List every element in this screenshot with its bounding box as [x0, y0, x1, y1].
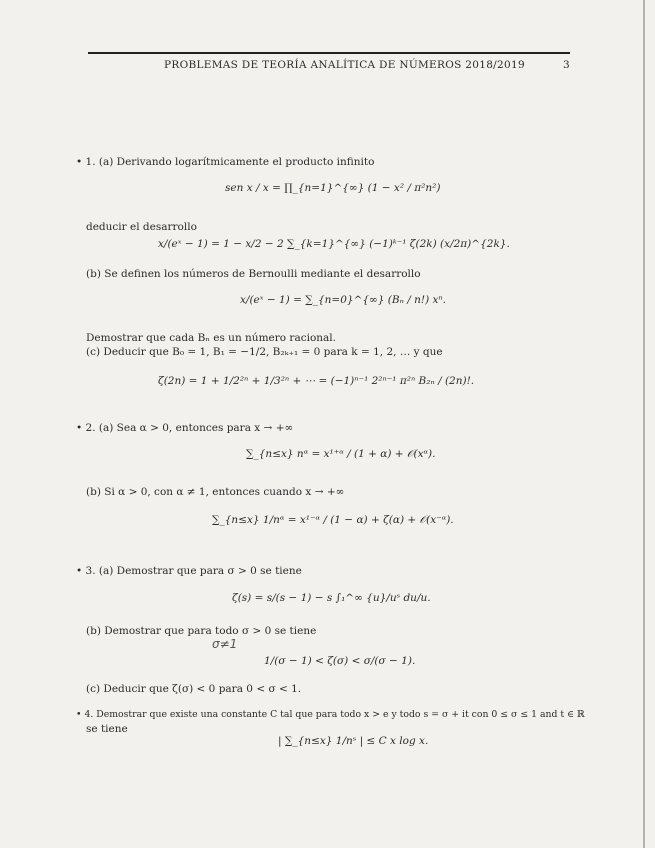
- equation-zeta-integral: ζ(s) = s/(s − 1) − s ∫₁^∞ {u}/uˢ du/u.: [232, 592, 431, 604]
- problem-2b-text: (b) Si α > 0, con α ≠ 1, entonces cuando x → +∞: [86, 486, 345, 498]
- equation-reciprocal-power-sum: ∑_{n≤x} 1/nᵅ = x¹⁻ᵅ / (1 − α) + ζ(α) + 𝒪(x⁻ᵅ).: [212, 514, 454, 526]
- scan-edge: [643, 0, 645, 848]
- page-header: [88, 52, 570, 71]
- handwritten-annotation: σ≠1: [212, 637, 238, 651]
- problem-1b-text: (b) Se definen los números de Bernoulli mediante el desarrollo: [86, 268, 421, 280]
- problem-3-intro: • 3. (a) Demostrar que para σ > 0 se tiene: [76, 565, 302, 577]
- problem-3c-text: (c) Deducir que ζ(σ) < 0 para 0 < σ < 1.: [86, 683, 302, 695]
- equation-series-expansion: x/(eˣ − 1) = 1 − x/2 − 2 ∑_{k=1}^{∞} (−1)ᵏ⁻¹ ζ(2k) (x/2π)^{2k}.: [158, 238, 510, 250]
- page-number: 3: [563, 59, 570, 71]
- equation-zeta-even: ζ(2n) = 1 + 1/2²ⁿ + 1/3²ⁿ + ⋯ = (−1)ⁿ⁻¹ 2²ⁿ⁻¹ π²ⁿ B₂ₙ / (2n)!.: [158, 375, 475, 387]
- equation-partial-sum-bound: | ∑_{n≤x} 1/nˢ | ≤ C x log x.: [278, 735, 429, 747]
- problem-2-intro: • 2. (a) Sea α > 0, entonces para x → +∞: [76, 422, 294, 434]
- problem-1-demonstrate: Demostrar que cada Bₙ es un número racional.: [86, 332, 336, 344]
- problem-1c-text: (c) Deducir que B₀ = 1, B₁ = −1/2, B₂ₖ₊₁ = 0 para k = 1, 2, … y que: [86, 346, 443, 358]
- equation-power-sum: ∑_{n≤x} nᵅ = x¹⁺ᵅ / (1 + α) + 𝒪(xᵅ).: [246, 448, 436, 460]
- equation-infinite-product: sen x / x = ∏_{n=1}^{∞} (1 − x² / π²n²): [225, 182, 441, 194]
- equation-zeta-bounds: 1/(σ − 1) < ζ(σ) < σ/(σ − 1).: [264, 655, 416, 667]
- problem-4-intro: • 4. Demostrar que existe una constante C tal que para todo x > e y todo s = σ + it con 0 ≤ σ ≤ 1 and t ∈ ℝ: [76, 709, 585, 720]
- problem-1-deduce: deducir el desarrollo: [86, 221, 197, 233]
- problem-4-line2: se tiene: [86, 723, 128, 735]
- problem-1-intro: • 1. (a) Derivando logarítmicamente el producto infinito: [76, 156, 375, 168]
- header-title: PROBLEMAS DE TEORÍA ANALÍTICA DE NÚMEROS 2018/2019: [164, 59, 525, 71]
- equation-bernoulli: x/(eˣ − 1) = ∑_{n=0}^{∞} (Bₙ / n!) xⁿ.: [240, 294, 447, 306]
- problem-3b-text: (b) Demostrar que para todo σ > 0 se tiene: [86, 625, 317, 637]
